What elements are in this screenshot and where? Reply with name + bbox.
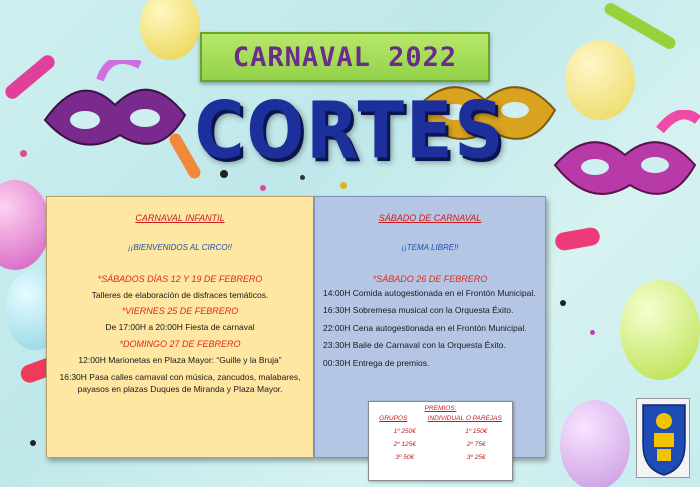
panel-heading: SÁBADO DE CARNAVAL — [378, 213, 482, 223]
event-title: CARNAVAL 2022 — [232, 41, 458, 73]
column-header-groups: GRUPOS — [379, 415, 408, 422]
welcome-text: ¡¡BIENVENIDOS AL CIRCO!! — [127, 243, 233, 252]
town-crest — [636, 398, 690, 478]
streamer-pink-right — [554, 226, 601, 252]
event-line: 16:30H Sobremesa musical con la Orquesta Éxito. — [323, 305, 514, 316]
panel-heading: CARNAVAL INFANTIL — [135, 213, 225, 223]
event-date: *DOMINGO 27 DE FEBRERO — [119, 338, 241, 349]
balloon-yellow — [140, 0, 200, 60]
prize-individual: 1º 150€ — [465, 428, 488, 435]
event-line: 22:00H Cena autogestionada en el Frontón Municipal. — [323, 322, 527, 333]
prize-groups: 1º 250€ — [393, 428, 416, 435]
balloon-lilac — [560, 400, 630, 487]
event-line: De 17:00H a 20:00H Fiesta de carnaval — [105, 322, 255, 333]
prizes-heading: PREMIOS: — [424, 405, 457, 412]
prize-groups: 2º 125€ — [393, 441, 416, 448]
prize-individual: 2º 75€ — [466, 441, 486, 448]
event-line: 16:30H Pasa calles carnaval con música, zancudos, malabares, payasos en plazas Duques de Miranda y Plaza Mayor. — [59, 372, 301, 394]
prize-individual: 3º 25€ — [466, 454, 486, 461]
town-name: CORTES — [194, 86, 506, 177]
event-title-banner — [200, 32, 490, 82]
town-crest-icon — [637, 399, 691, 479]
theme-text: ¡¡TEMA LIBRE!! — [401, 243, 459, 252]
column-header-individual: INDIVIDUAL O PAREJAS — [427, 415, 502, 422]
mask-right-icon — [550, 110, 700, 220]
children-carnival-panel — [46, 196, 314, 458]
event-line: 00:30H Entrega de premios. — [323, 357, 430, 368]
balloon-pink — [0, 180, 50, 270]
event-line: Talleres de elaboración de disfraces temáticos. — [91, 290, 269, 300]
table-row — [369, 454, 512, 461]
event-date: *SÁBADO 26 DE FEBRERO — [372, 274, 488, 284]
event-date: *SÁBADOS DÍAS 12 Y 19 DE FEBRERO — [97, 274, 263, 284]
event-line: 14:00H Comida autogestionada en el Frontón Municipal. — [323, 288, 536, 298]
event-line: 23:30H Baile de Carnaval con la Orquesta Éxito. — [323, 340, 506, 351]
event-date: *VIERNES 25 DE FEBRERO — [121, 306, 239, 317]
mask-left-icon — [40, 60, 190, 170]
prizes-table — [368, 401, 513, 481]
balloon-yellow-right — [565, 40, 635, 120]
prize-groups: 3º 50€ — [395, 454, 415, 461]
table-row — [369, 441, 512, 448]
event-line: 12:00H Marionetas en Plaza Mayor: “Guille y la Bruja” — [78, 354, 282, 365]
table-row — [369, 428, 512, 435]
balloon-green — [620, 280, 700, 380]
